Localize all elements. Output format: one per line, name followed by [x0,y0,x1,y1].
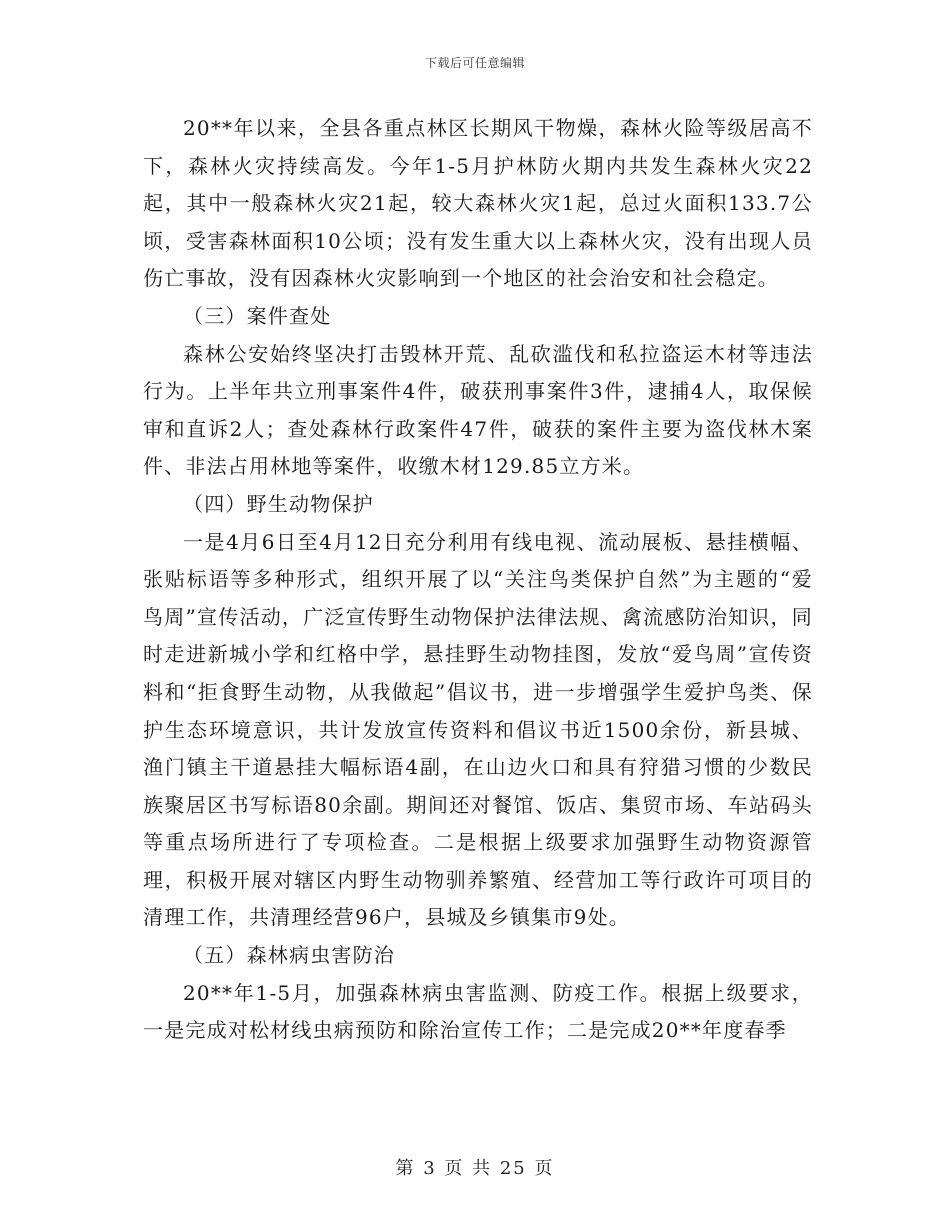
paragraph-pest-control: 20**年1-5月，加强森林病虫害监测、防疫工作。根据上级要求，一是完成对松材线虫病预防和除治宣传工作；二是完成20**年度春季 [143,980,813,1043]
page-number-footer: 第 3 页 共 25 页 [395,1158,555,1179]
paragraph-forest-fire: 20**年以来，全县各重点林区长期风干物燥，森林火险等级居高不下，森林火灾持续高发。今年1-5月护林防火期内共发生森林火灾22起，其中一般森林火灾21起，较大森林火灾1起，总过火面积133.7公顷，受害森林面积10公顷；没有发生重大以上森林火灾，没有出现人员伤亡事故，没有因森林火灾影响到一个地区的社会治安和社会稳定。 [143,116,813,291]
document-body [143,110,813,1050]
section-heading-pest-control: （五）森林病虫害防治 [183,943,395,968]
paragraph-wildlife-protection: 一是4月6日至4月12日充分利用有线电视、流动展板、悬挂横幅、张贴标语等多种形式，组织开展了以“关注鸟类保护自然”为主题的“爱鸟周”宣传活动，广泛宣传野生动物保护法律法规、禽流感防治知识，同时走进新城小学和红格中学，悬挂野生动物挂图，发放“爱鸟周”宣传资料和“拒食野生动物，从我做起”倡议书，进一步增强学生爱护鸟类、保护生态环境意识，共计发放宣传资料和倡议书近1500余份，新县城、渔门镇主干道悬挂大幅标语4副，在山边火口和具有狩猎习惯的少数民族聚居区书写标语80余副。期间还对餐馆、饭店、集贸市场、车站码头等重点场所进行了专项检查。二是根据上级要求加强野生动物资源管理，积极开展对辖区内野生动物驯养繁殖、经营加工等行政许可项目的清理工作，共清理经营96户，县城及乡镇集市9处。 [143,529,813,930]
page-header: 下载后可任意编辑 [424,56,525,70]
section-heading-wildlife-protection: （四）野生动物保护 [183,491,374,516]
section-heading-case-handling: （三）案件查处 [183,303,332,328]
paragraph-case-handling: 森林公安始终坚决打击毁林开荒、乱砍滥伐和私拉盗运木材等违法行为。上半年共立刑事案件4件，破获刑事案件3件，逮捕4人，取保候审和直诉2人；查处森林行政案件47件，破获的案件主要为盗伐林木案件、非法占用林地等案件，收缴木材129.85立方米。 [143,341,813,479]
